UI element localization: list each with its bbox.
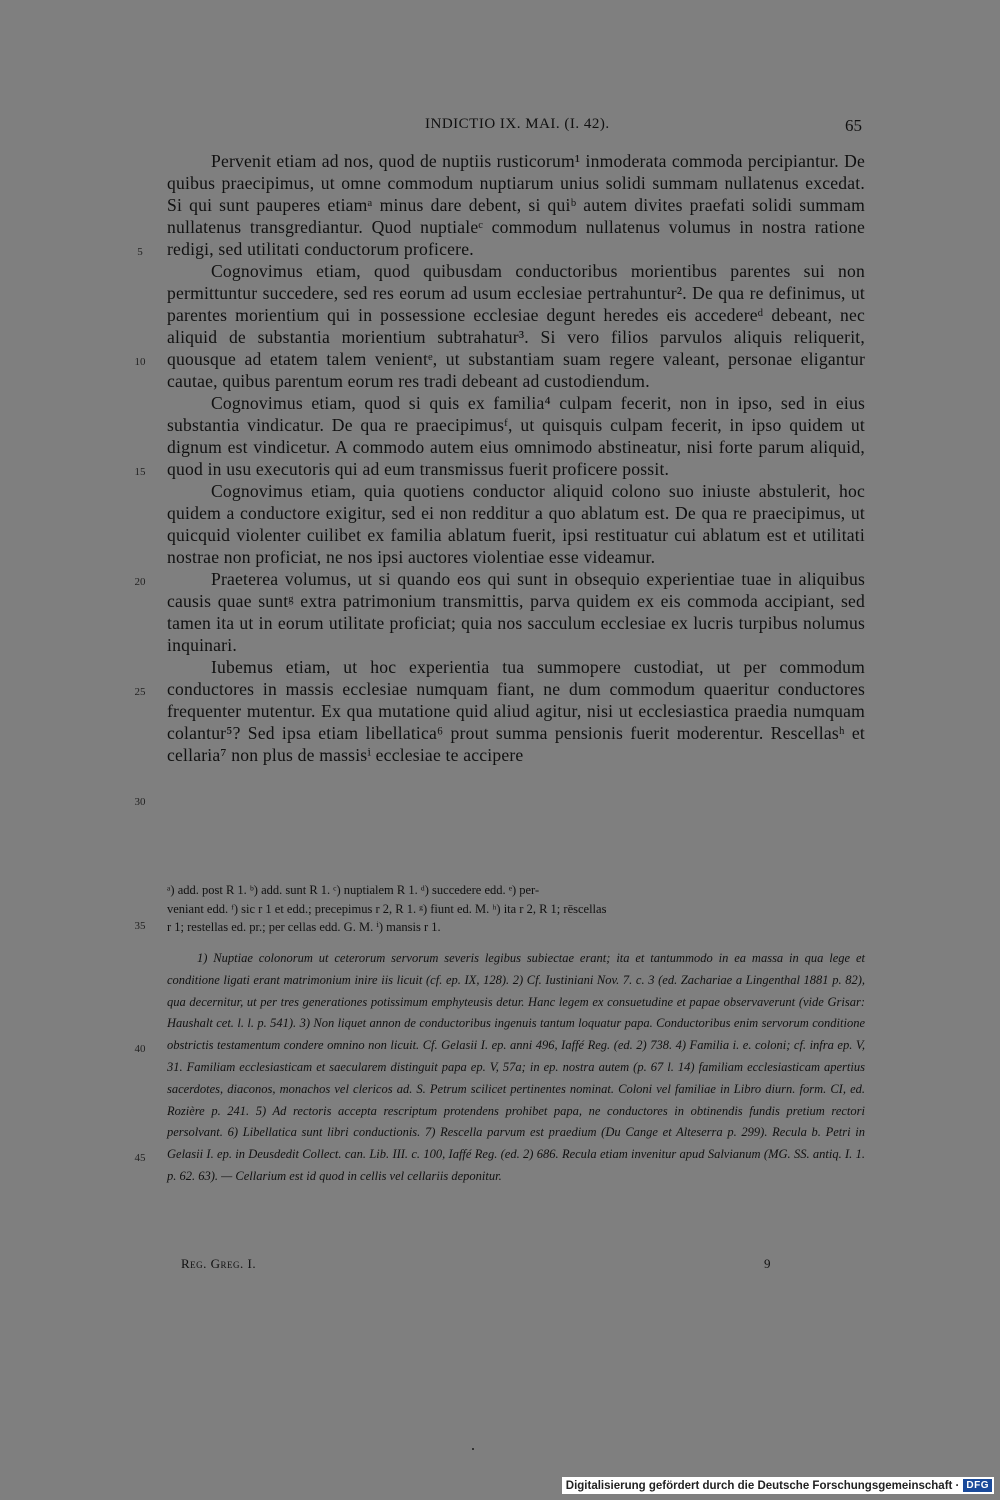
variant-line: veniant edd. ᶠ) sic r 1 et edd.; precepimus r 2, R 1. ᵍ) fiunt ed. M. ʰ) ita r 2, R 1; rēscellas <box>167 901 607 916</box>
line-number: 5 <box>137 246 143 258</box>
paragraph-5: Praeterea volumus, ut si quando eos qui sunt in obsequio experientiae tuae in aliquibus causis quae suntᵍ extra patrimonium transmittis, parva quidem ex eis commoda accipiant, sed tamen ita ut in eorum utilitate proficiat; quia nos sacculum ecclesiae ex lucris turpibus nolumus inquinari. <box>167 569 865 655</box>
line-number: 35 <box>134 920 146 932</box>
paragraph-3: Cognovimus etiam, quod si quis ex familia⁴ culpam fecerit, non in ipso, sed in eius substantia vindicatur. De qua re praecipimusᶠ, ut quisquis culpam fecerit, in ipso quidem ut dignum est vindicetur. A commodo autem eius omnimodo abstineatur, nisi forte parum aliquid, quod in usu executoris qui ad eum transmissus fuerit proficere possit. <box>167 393 865 479</box>
page-number: 65 <box>845 116 862 135</box>
signature-mark: Reg. Greg. I. <box>181 1256 257 1271</box>
main-text <box>167 150 865 766</box>
footnotes <box>167 948 865 1188</box>
paragraph-1: Pervenit etiam ad nos, quod de nuptiis rusticorum¹ inmoderata commoda percipiantur. De quibus praecipimus, ut omne commodum nuptiarum unius solidi summam nullatenus excedat. Si qui sunt pauperes etiamᵃ minus dare debent, si quiᵇ autem divites praefati solidi summam nullatenus transgrediantur. Quod nuptialeᶜ commodum nullatenus volumus in nostra ratione redigi, sed utilitati conductorum proficere. <box>167 151 865 259</box>
line-number: 10 <box>134 356 146 368</box>
variant-apparatus <box>167 881 865 937</box>
line-number: 45 <box>134 1152 146 1164</box>
dfg-logo: DFG <box>963 1479 992 1492</box>
variant-line: ᵃ) add. post R 1. ᵇ) add. sunt R 1. ᶜ) nuptialem R 1. ᵈ) succedere edd. ᵉ) per- <box>167 883 540 897</box>
line-number: 40 <box>134 1043 146 1055</box>
signature-number: 9 <box>764 1256 771 1271</box>
line-number: 30 <box>134 796 146 808</box>
digitization-credit <box>562 1477 994 1494</box>
paragraph-2: Cognovimus etiam, quod quibusdam conductoribus morientibus parentes sui non permittuntur succedere, sed res eorum ad usum ecclesiae pertrahuntur². De qua re definimus, ut parentes morientium qui in possessione ecclesiae degunt heredes eis accedereᵈ debeant, nec aliquid de substantia morientium subtrahatur³. Si vero filios parvulos aliquis reliquerit, quousque ad etatem talem venientᵉ, ut substantiam suam regere valeant, personae eligantur cautae, quibus parentum eorum res tradi debeant ad custodiendum. <box>167 261 865 391</box>
paragraph-4: Cognovimus etiam, quia quotiens conductor aliquid colono suo iniuste abstulerit, hoc quidem a conductore exigitur, sed ei non redditur a quo ablatum est. De qua re praecipimus, ut quicquid violenter cuilibet ex familia ablatum fuerit, ipsi restituatur cui ablatum est et utilitati nostrae non proficiat, ne nos ipsi auctores violentiae esse videamur. <box>167 481 865 567</box>
line-number: 15 <box>134 466 146 478</box>
footnotes-text: 1) Nuptiae colonorum ut ceterorum servorum severis legibus subiectae erant; ita et tantummodo in ea massa in qua lege et conditione ligati erant matrimonium inire iis licuit (cf. ep. IX, 128). 2) Cf. Iustiniani Nov. 7. c. 3 (ed. Zachariae a Lingenthal 1881 p. 82), qua decernitur, ut per tres generationes potissimum emphyteusis detur. Hanc legem ex consuetudine et papae observaverunt (vide Grisar: Haushalt cet. l. l. p. 541). 3) Non liquet annon de conductoribus ingenuis tantum loquatur papa. Conductoribus enim servorum conditione obstrictis testamentum condere omnino non licuit. Cf. Gelasii I. ep. anni 496, Iaffé Reg. (ed. 2) 738. 4) Familia i. e. coloni; cf. infra ep. V, 31. Familiam ecclesiasticam et saecularem distinguit papa ep. V, 57a; in ep. nostra autem (p. 67 l. 14) familiam ecclesiasticam apertius sacerdotes, diaconos, monachos vel clericos ad. S. Petrum scilicet pertinentes nominat. Coloni vel familiae in Libro diurn. form. CI, ed. Rozière p. 241. 5) Ad rectoris accepta rescriptum protendens prohibet papa, ne conductores in obtinendis fundis pretium rectori persolvant. 6) Libellatica sunt libri conductionis. 7) Rescella parvum est praedium (Du Cange et Alteserra p. 299). Recula b. Petri in Gelasii I. ep. in Deusdedit Collect. can. Lib. III. c. 100, Iaffé Reg. (ed. 2) 686. Recula etiam invenitur apud Salvianum (MG. SS. antiq. I. 1. p. 62. 63). — Cellarium est id quod in cellis vel cellariis deponitur. <box>167 951 865 1183</box>
line-number: 20 <box>134 576 146 588</box>
speck <box>472 1448 474 1450</box>
line-number: 25 <box>134 686 146 698</box>
paragraph-6: Iubemus etiam, ut hoc experientia tua summopere custodiat, ut per commodum conductores in massis ecclesiae numquam fiant, ne dum commodum quaeritur conductores frequenter mutentur. Ex qua mutatione quid aliud agitur, nisi ut ecclesiastica praedia numquam colantur⁵? Sed ipsa etiam libellatica⁶ prout summa pensionis fuerit moderentur. Rescellasʰ et cellaria⁷ non plus de massisⁱ ecclesiae te accipere <box>167 657 865 765</box>
credit-text: Digitalisierung gefördert durch die Deutsche Forschungsgemeinschaft · <box>565 1479 960 1492</box>
variant-line: r 1; restellas ed. pr.; per cellas edd. G. M. ⁱ) mansis r 1. <box>167 920 441 934</box>
running-title: INDICTIO IX. MAI. (I. 42). <box>425 116 610 132</box>
